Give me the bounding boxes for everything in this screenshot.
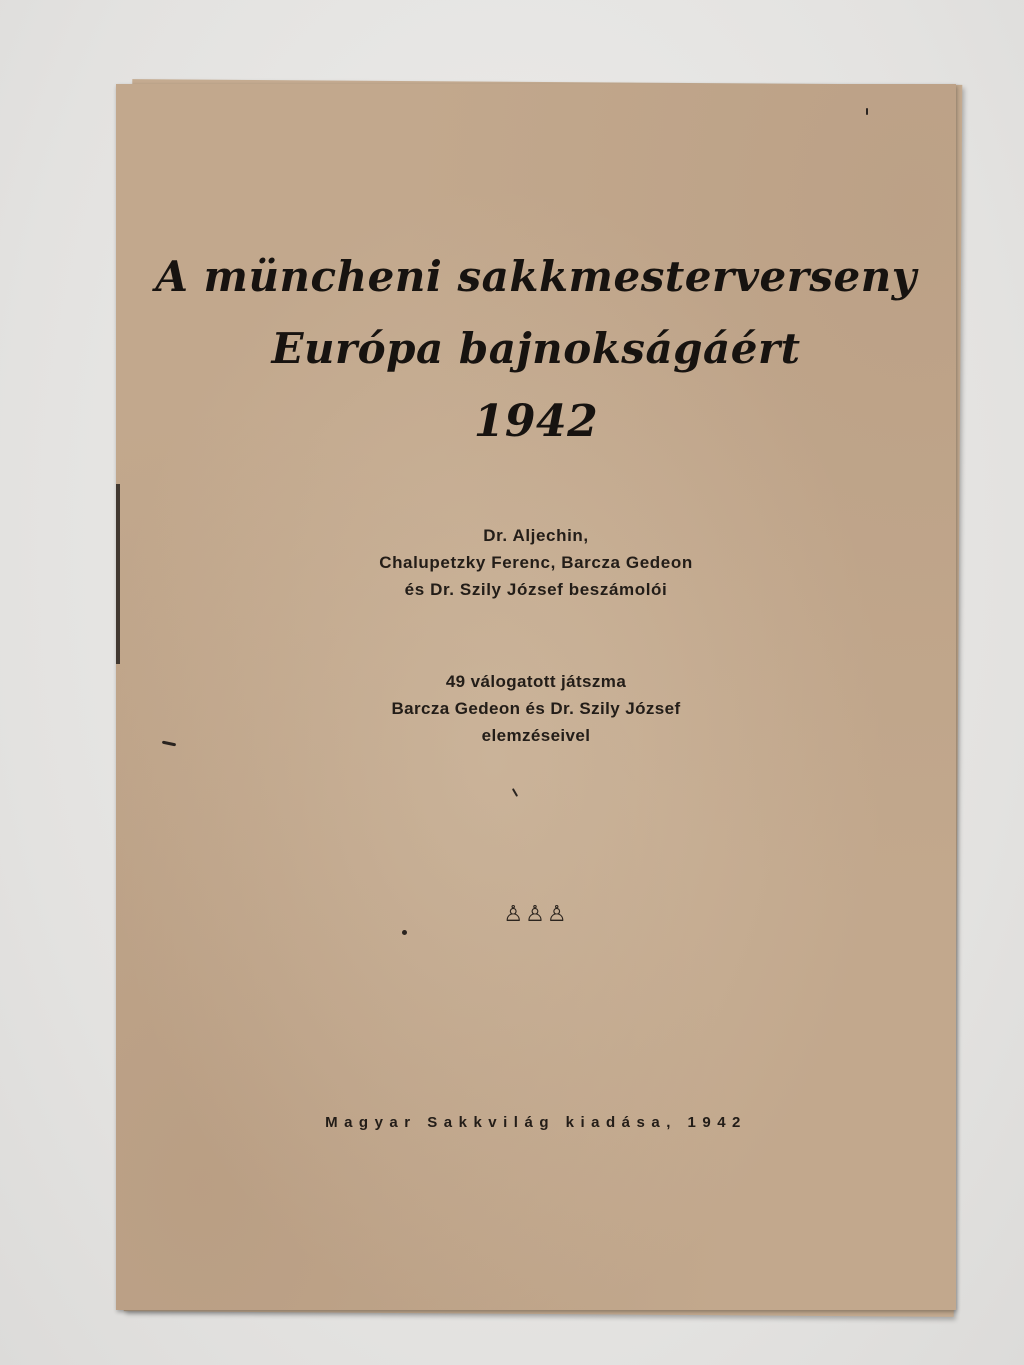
games-line: Barcza Gedeon és Dr. Szily József xyxy=(391,699,681,718)
games-line: elemzéseivel xyxy=(481,726,591,745)
authors-line: és Dr. Szily József beszámolói xyxy=(404,580,668,599)
publisher-line: Magyar Sakkvilág kiadása, 1942 xyxy=(325,1114,747,1131)
title-line-1: A müncheni sakkmesterverseny xyxy=(155,252,917,301)
authors-block xyxy=(116,522,956,603)
booklet-cover xyxy=(116,84,956,1310)
games-block xyxy=(116,668,956,749)
games-line: 49 válogatott játszma xyxy=(445,672,627,691)
title-year: 1942 xyxy=(473,396,599,447)
authors-line: Chalupetzky Ferenc, Barcza Gedeon xyxy=(379,553,693,572)
ink-speck xyxy=(866,108,868,115)
ink-speck xyxy=(512,788,518,797)
authors-line: Dr. Aljechin, xyxy=(483,526,589,545)
chess-pawns-icon: ♙♙♙ xyxy=(503,902,569,927)
ink-speck xyxy=(402,930,407,935)
title-line-2: Európa bajnokságáért xyxy=(271,324,801,373)
